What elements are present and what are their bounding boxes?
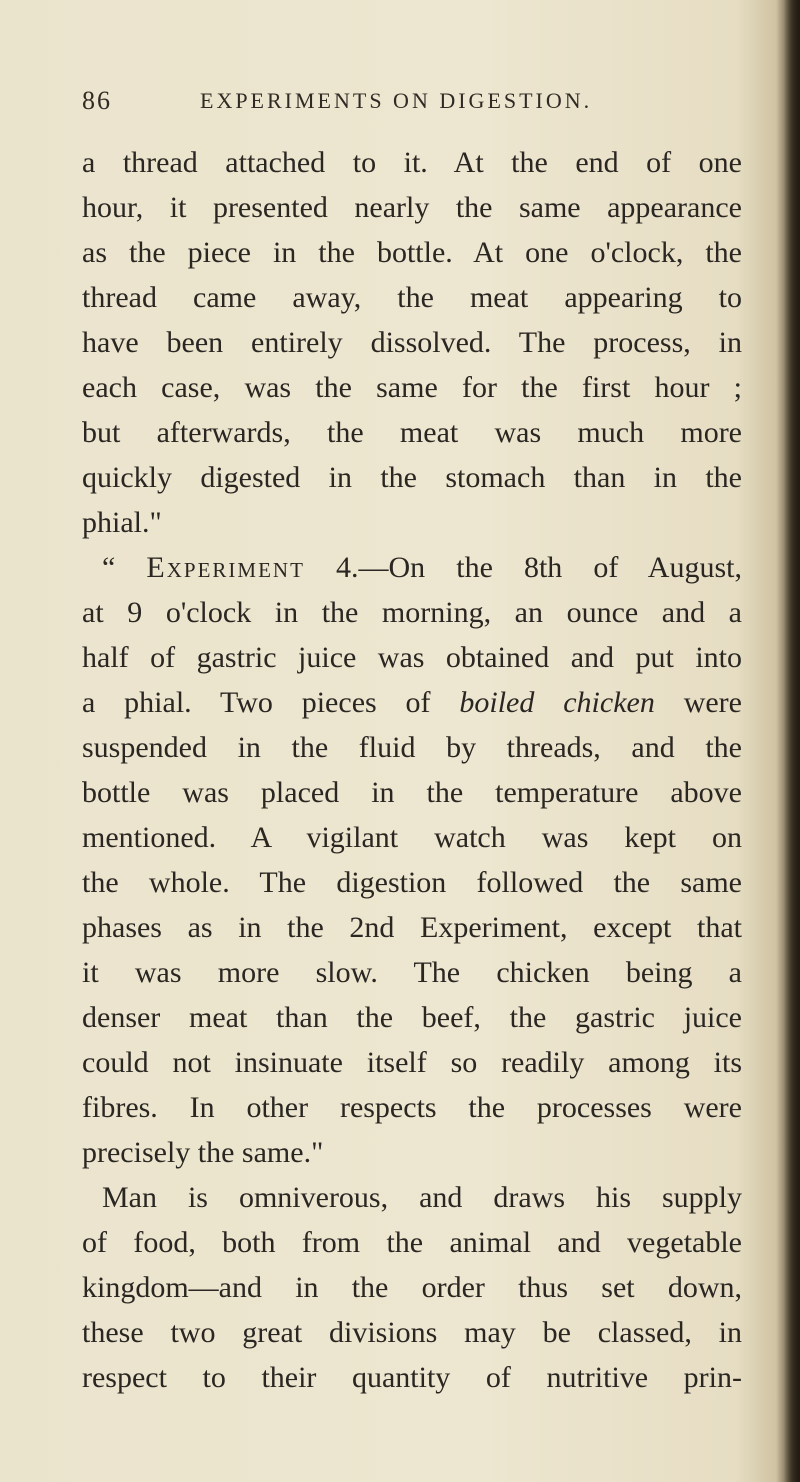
text-line: but afterwards, the meat was much more bbox=[82, 416, 742, 449]
italic-phrase: boiled chicken bbox=[459, 686, 655, 719]
text-line: as the piece in the bottle. At one o'clock, the bbox=[82, 236, 742, 269]
text-line: fibres. In other respects the processes were bbox=[82, 1091, 742, 1124]
text-line: half of gastric juice was obtained and put into bbox=[82, 641, 742, 674]
text-line-with-italic bbox=[82, 680, 742, 725]
text-line: the whole. The digestion followed the same bbox=[82, 866, 742, 899]
text-line: quickly digested in the stomach than in the bbox=[82, 461, 742, 494]
page-edge-shadow bbox=[784, 0, 800, 1482]
text-line: bottle was placed in the temperature above bbox=[82, 776, 742, 809]
running-head: EXPERIMENTS ON DIGESTION. bbox=[200, 88, 593, 113]
text-line: denser meat than the beef, the gastric juice bbox=[82, 1001, 742, 1034]
text-line: hour, it presented nearly the same appearance bbox=[82, 191, 742, 224]
text-line: have been entirely dissolved. The process, in bbox=[82, 326, 742, 359]
experiment-line-rest: 4.—On the 8th of August, bbox=[304, 551, 742, 584]
body-text bbox=[82, 140, 742, 1400]
text-line: each case, was the same for the first hour ; bbox=[82, 371, 742, 404]
open-quote: “ bbox=[102, 551, 147, 584]
text-line: a thread attached to it. At the end of one bbox=[82, 146, 742, 179]
page-header bbox=[82, 86, 722, 126]
experiment-label: Experiment bbox=[146, 551, 305, 584]
text-line: respect to their quantity of nutritive prin- bbox=[82, 1361, 742, 1394]
text-line: kingdom—and in the order thus set down, bbox=[82, 1271, 742, 1304]
text-line: it was more slow. The chicken being a bbox=[82, 956, 742, 989]
line-segment: a phial. Two pieces of bbox=[82, 686, 460, 719]
text-line: mentioned. A vigilant watch was kept on bbox=[82, 821, 742, 854]
text-line: could not insinuate itself so readily among its bbox=[82, 1046, 742, 1079]
text-line: phases as in the 2nd Experiment, except that bbox=[82, 911, 742, 944]
paragraph-start-line: Man is omniverous, and draws his supply bbox=[102, 1181, 742, 1214]
line-segment: were bbox=[654, 686, 742, 719]
experiment-heading-line bbox=[82, 545, 742, 590]
text-line: phial." bbox=[82, 506, 162, 539]
text-line: these two great divisions may be classed, in bbox=[82, 1316, 742, 1349]
text-line: precisely the same." bbox=[82, 1136, 324, 1169]
page-number: 86 bbox=[82, 86, 112, 115]
text-line: of food, both from the animal and vegetable bbox=[82, 1226, 742, 1259]
text-line: thread came away, the meat appearing to bbox=[82, 281, 742, 314]
text-line: suspended in the fluid by threads, and the bbox=[82, 731, 742, 764]
text-line: at 9 o'clock in the morning, an ounce and a bbox=[82, 596, 742, 629]
